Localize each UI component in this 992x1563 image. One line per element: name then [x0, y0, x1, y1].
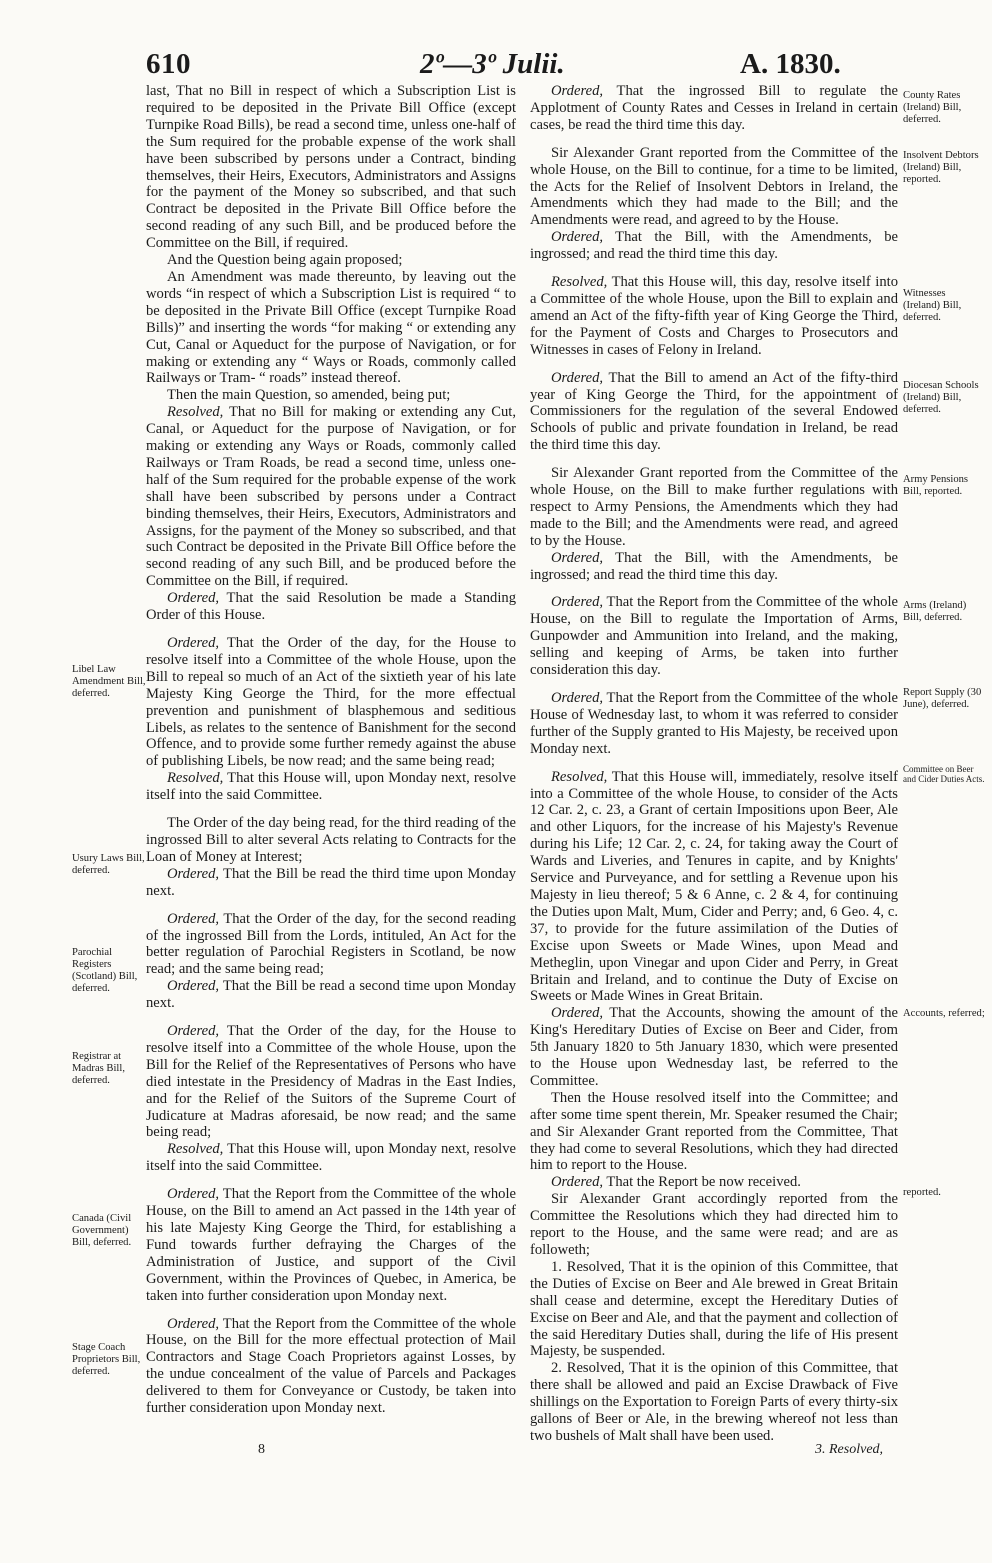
- paragraph-r14: Sir Alexander Grant accordingly reported from the Committee the Resolutions which they had directed him to report to the House, and the same were read; and are as followeth;: [530, 1191, 898, 1258]
- paragraph-r9: Ordered, That the Report from the Committee of the whole House of Wednesday last, to whom it was referred to consider further of the Supply granted to His Majesty, be received upon Monday next.: [530, 690, 898, 757]
- paragraph-l3: An Amendment was made thereunto, by leaving out the words “in respect of which a Subscription List is required “ to be deposited in the Private Bill Office (except Turnpike Road Bills)” and inserting the words “for making “ or extending any Cut, Canal or Aqueduct for the purpose of Navigation, or for making or extending any “ Ways or Roads, commonly called Railways or Tram- “ roads” instead thereof.: [146, 268, 516, 387]
- sidenote-registrar: Registrar at Madras Bill, deferred.: [72, 1051, 125, 1086]
- page-header: [0, 48, 992, 88]
- paragraph-l5: Resolved, That no Bill for making or extending any Cut, Canal, or Aqueduct for the purpose of Navigation, or for making or extending any Ways or Roads, commonly called Railways or Tram Roads, be read a second time, unless one-half of the Sum required for the probable expense of the work shall have been subscribed by persons under a Contract binding themselves, their Heirs, Executors, Administrators and Assigns, for the payment of the Money so subscribed, and that such Contract be deposited in the Private Bill Office before the second reading of any such Bill, and be produced before the Committee on the Bill, if required.: [146, 404, 516, 590]
- paragraph-l6: Ordered, That the said Resolution be made a Standing Order of this House.: [146, 590, 516, 624]
- paragraph-r11: Ordered, That the Accounts, showing the amount of the King's Hereditary Duties of Excise on Beer and Cider, from 5th January 1820 to 5th January 1830, which were presented to the House upon Wednesday last, be referred to the Committee.: [530, 1005, 898, 1089]
- paragraph-l7: Ordered, That the Order of the day, for the House to resolve itself into a Committee of the whole House, upon the Bill to repeal so much of an Act of the sixtieth year of his late Majesty King George the Third, for the more effectual prevention and punishment of blasphemous and seditious Libels, as relates to the sentence of Banishment for the second Offence, and to provide some further remedy against the abuse of publishing Libels, be now read; and the same being read;: [146, 635, 516, 770]
- paragraph-r15: 1. Resolved, That it is the opinion of this Committee, that the Duties of Excise on Beer and Ale brewed in Great Britain shall cease and determine, except the Hereditary Duties of Excise on Beer and Ale, and that the payment and collection of the said Hereditary Duties shall, during the life of His present Majesty, be suspended.: [530, 1258, 898, 1360]
- paragraph-r7: Ordered, That the Bill, with the Amendments, be ingrossed; and read the third time this day.: [530, 549, 898, 583]
- page-number: 610: [146, 48, 191, 80]
- paragraph-r13: Ordered, That the Report be now received.: [551, 1174, 801, 1191]
- left-column: [146, 83, 516, 1417]
- sidenote-usury: Usury Laws Bill, deferred.: [72, 853, 145, 876]
- paragraph-l9: The Order of the day being read, for the third reading of the ingrossed Bill to alter several Acts relating to Contracts for the Loan of Money at Interest;: [146, 815, 516, 865]
- paragraph-l10: Ordered, That the Bill be read the third time upon Monday next.: [146, 865, 516, 899]
- paragraph-r10: Resolved, That this House will, immediately, resolve itself into a Committee of the whole House, to consider of the Acts 12 Car. 2, c. 23, a Grant of certain Impositions upon Beer, Ale and other Liquors, for the increase of his Majesty's Revenue during his Life; 12 Car. 2, c. 24, for taking away the Court of Wards and Liveries, and Tenures in capite, and by Knights' Service and Purveyance, and for settling a Revenue upon his Majesty in lieu thereof; 5 & 6 Anne, c. 2 & 4, for continuing the Duties upon Malt, Mum, Cider and Perry; and, 6 Geo. 4, c. 37, to provide for the future assimilation of the Duties of Excise upon Sweets or Made Wines, upon Mead and Metheglin, upon Vinegar and upon Cider and Perry, in Great Britain and Ireland, and to continue the Duty of Excise on Sweets or Made Wines in Great Britain.: [530, 768, 898, 1005]
- sidenote-accounts: Accounts, referred;: [903, 1008, 985, 1019]
- sidenote-canada: Canada (Civil Government) Bill, deferred.: [72, 1213, 132, 1248]
- sidenote-arms: Arms (Ireland) Bill, deferred.: [903, 600, 967, 623]
- paragraph-r3: Ordered, That the Bill, with the Amendments, be ingrossed; and read the third time this day.: [530, 229, 898, 263]
- paragraph-l13: Ordered, That the Order of the day, for the House to resolve itself into a Committee of the whole House, upon the Bill for the Relief of the Representatives of Persons who have died intestate in the Presidency of Madras in the East Indies, and for the Relief of the Suitors of the Supreme Court of Judicature at Madras aforesaid, be now read; and the same being read;: [146, 1023, 516, 1141]
- sidenote-libel: Libel Law Amendment Bill, deferred.: [72, 664, 146, 699]
- paragraph-l15: Ordered, That the Report from the Committee of the whole House, on the Bill to amend an Act passed in the 14th year of his late Majesty King George the Third, for establishing a Fund towards further defraying the Charges of the Administration of Justice, and support of the Civil Government, within the Provinces of Quebec, in America, be taken into further consideration upon Monday next.: [146, 1186, 516, 1304]
- paragraph-l16: Ordered, That the Report from the Committee of the whole House, on the Bill for the more effectual protection of Mail Contractors and Stage Coach Proprietors against Losses, by the undue concealment of the value of Parcels and Packages delivered to them for Conveyance or Custody, be taken into further consideration upon Monday next.: [146, 1315, 516, 1417]
- paragraph-r4: Resolved, That this House will, this day, resolve itself into a Committee of the whole House, upon the Bill to explain and amend an Act of the fifty-fifth year of King George the Third, for the Payment of Costs and Charges to Prosecutors and Witnesses in cases of Felony in Ireland.: [530, 274, 898, 358]
- paragraph-l2: And the Question being again proposed;: [167, 252, 403, 269]
- sidenote-army-pensions: Army Pensions Bill, reported.: [903, 474, 969, 497]
- sidenote-witnesses: Witnesses (Ireland) Bill, deferred.: [903, 288, 962, 323]
- paragraph-r1: Ordered, That the ingrossed Bill to regulate the Applotment of County Rates and Cesses in Ireland in certain cases, be read the third time this day.: [530, 83, 898, 133]
- sidenote-reported: reported.: [903, 1187, 941, 1198]
- paragraph-r16: 2. Resolved, That it is the opinion of this Committee, that there shall be allowed and paid an Excise Drawback of Five shillings on the Exportation to Foreign Parts of every thirty-six gallons of Beer or Ale, in the brewing whereof not less than two bushels of Malt shall have been used.: [530, 1360, 898, 1444]
- paragraph-r2: Sir Alexander Grant reported from the Committee of the whole House, on the Bill to continue, for a time to be limited, the Acts for the Relief of Insolvent Debtors in Ireland, the Amendments which they had made to the Bill; and the Amendments were read, and agreed to by the House.: [530, 144, 898, 229]
- header-date: 2º—3º Julii.: [420, 48, 565, 80]
- paragraph-l8: Resolved, That this House will, upon Monday next, resolve itself into the said Committee.: [146, 770, 516, 804]
- paragraph-r5: Ordered, That the Bill to amend an Act of the fifty-third year of King George the Third, for the appointment of Commissioners for the regulation of the several Endowed Schools of public and private foundation in Ireland, be read the third time this day.: [530, 369, 898, 454]
- sidenote-county-rates: County Rates (Ireland) Bill, deferred.: [903, 90, 962, 125]
- catchword: 3. Resolved,: [815, 1442, 884, 1457]
- paragraph-l4: Then the main Question, so amended, being put;: [167, 387, 451, 404]
- right-column: [530, 83, 898, 1445]
- paragraph-l11: Ordered, That the Order of the day, for the second reading of the ingrossed Bill from the Lords, intituled, An Act for the better regulation of Parochial Registers in Scotland, be now read; and the same being read;: [146, 910, 516, 978]
- sidenote-report-supply: Report Supply (30 June), deferred.: [903, 687, 982, 710]
- signature-mark: 8: [258, 1442, 265, 1457]
- sidenote-stage-coach: Stage Coach Proprietors Bill, deferred.: [72, 1342, 141, 1377]
- paragraph-l1: last, That no Bill in respect of which a Subscription List is required to be deposited in the Private Bill Office (except Turnpike Road Bills), be read a second time, unless one-half of the Sum required for the probable expense of the work shall have been subscribed by persons under a Contract, binding themselves, their Heirs, Executors, Administrators and Assigns for the payment of the Money so subscribed, and that such Contract be deposited in the Private Bill Office before the second reading of any such Bill, and be produced before the Committee on the Bill, if required.: [146, 83, 516, 252]
- header-year: A. 1830.: [740, 48, 841, 80]
- paragraph-r6: Sir Alexander Grant reported from the Committee of the whole House, on the Bill to make further regulations with respect to Army Pensions, the Amendments which they had made to the Bill; and the Amendments were read, and agreed to by the House.: [530, 465, 898, 549]
- paragraph-r8: Ordered, That the Report from the Committee of the whole House, on the Bill to regulate the Importation of Arms, Gunpowder and Ammunition into Ireland, and the making, selling and keeping of Arms, be taken into further consideration this day.: [530, 594, 898, 679]
- sidenote-committee-duties: Committee on Beer and Cider Duties Acts.: [903, 764, 985, 784]
- sidenote-insolvent-debtors: Insolvent Debtors (Ireland) Bill, reported.: [903, 150, 979, 185]
- sidenote-diocesan-schools: Diocesan Schools (Ireland) Bill, deferred.: [903, 380, 979, 415]
- paragraph-l12: Ordered, That the Bill be read a second time upon Monday next.: [146, 978, 516, 1012]
- paragraph-r12: Then the House resolved itself into the Committee; and after some time spent therein, Mr. Speaker resumed the Chair; and Sir Alexander Grant reported from the Committee, That they had come to several Resolutions, which they had directed him to report to the House.: [530, 1089, 898, 1174]
- paragraph-l14: Resolved, That this House will, upon Monday next, resolve itself into the said Committee.: [146, 1141, 516, 1175]
- sidenote-parochial: Parochial Registers (Scotland) Bill, deferred.: [72, 947, 138, 994]
